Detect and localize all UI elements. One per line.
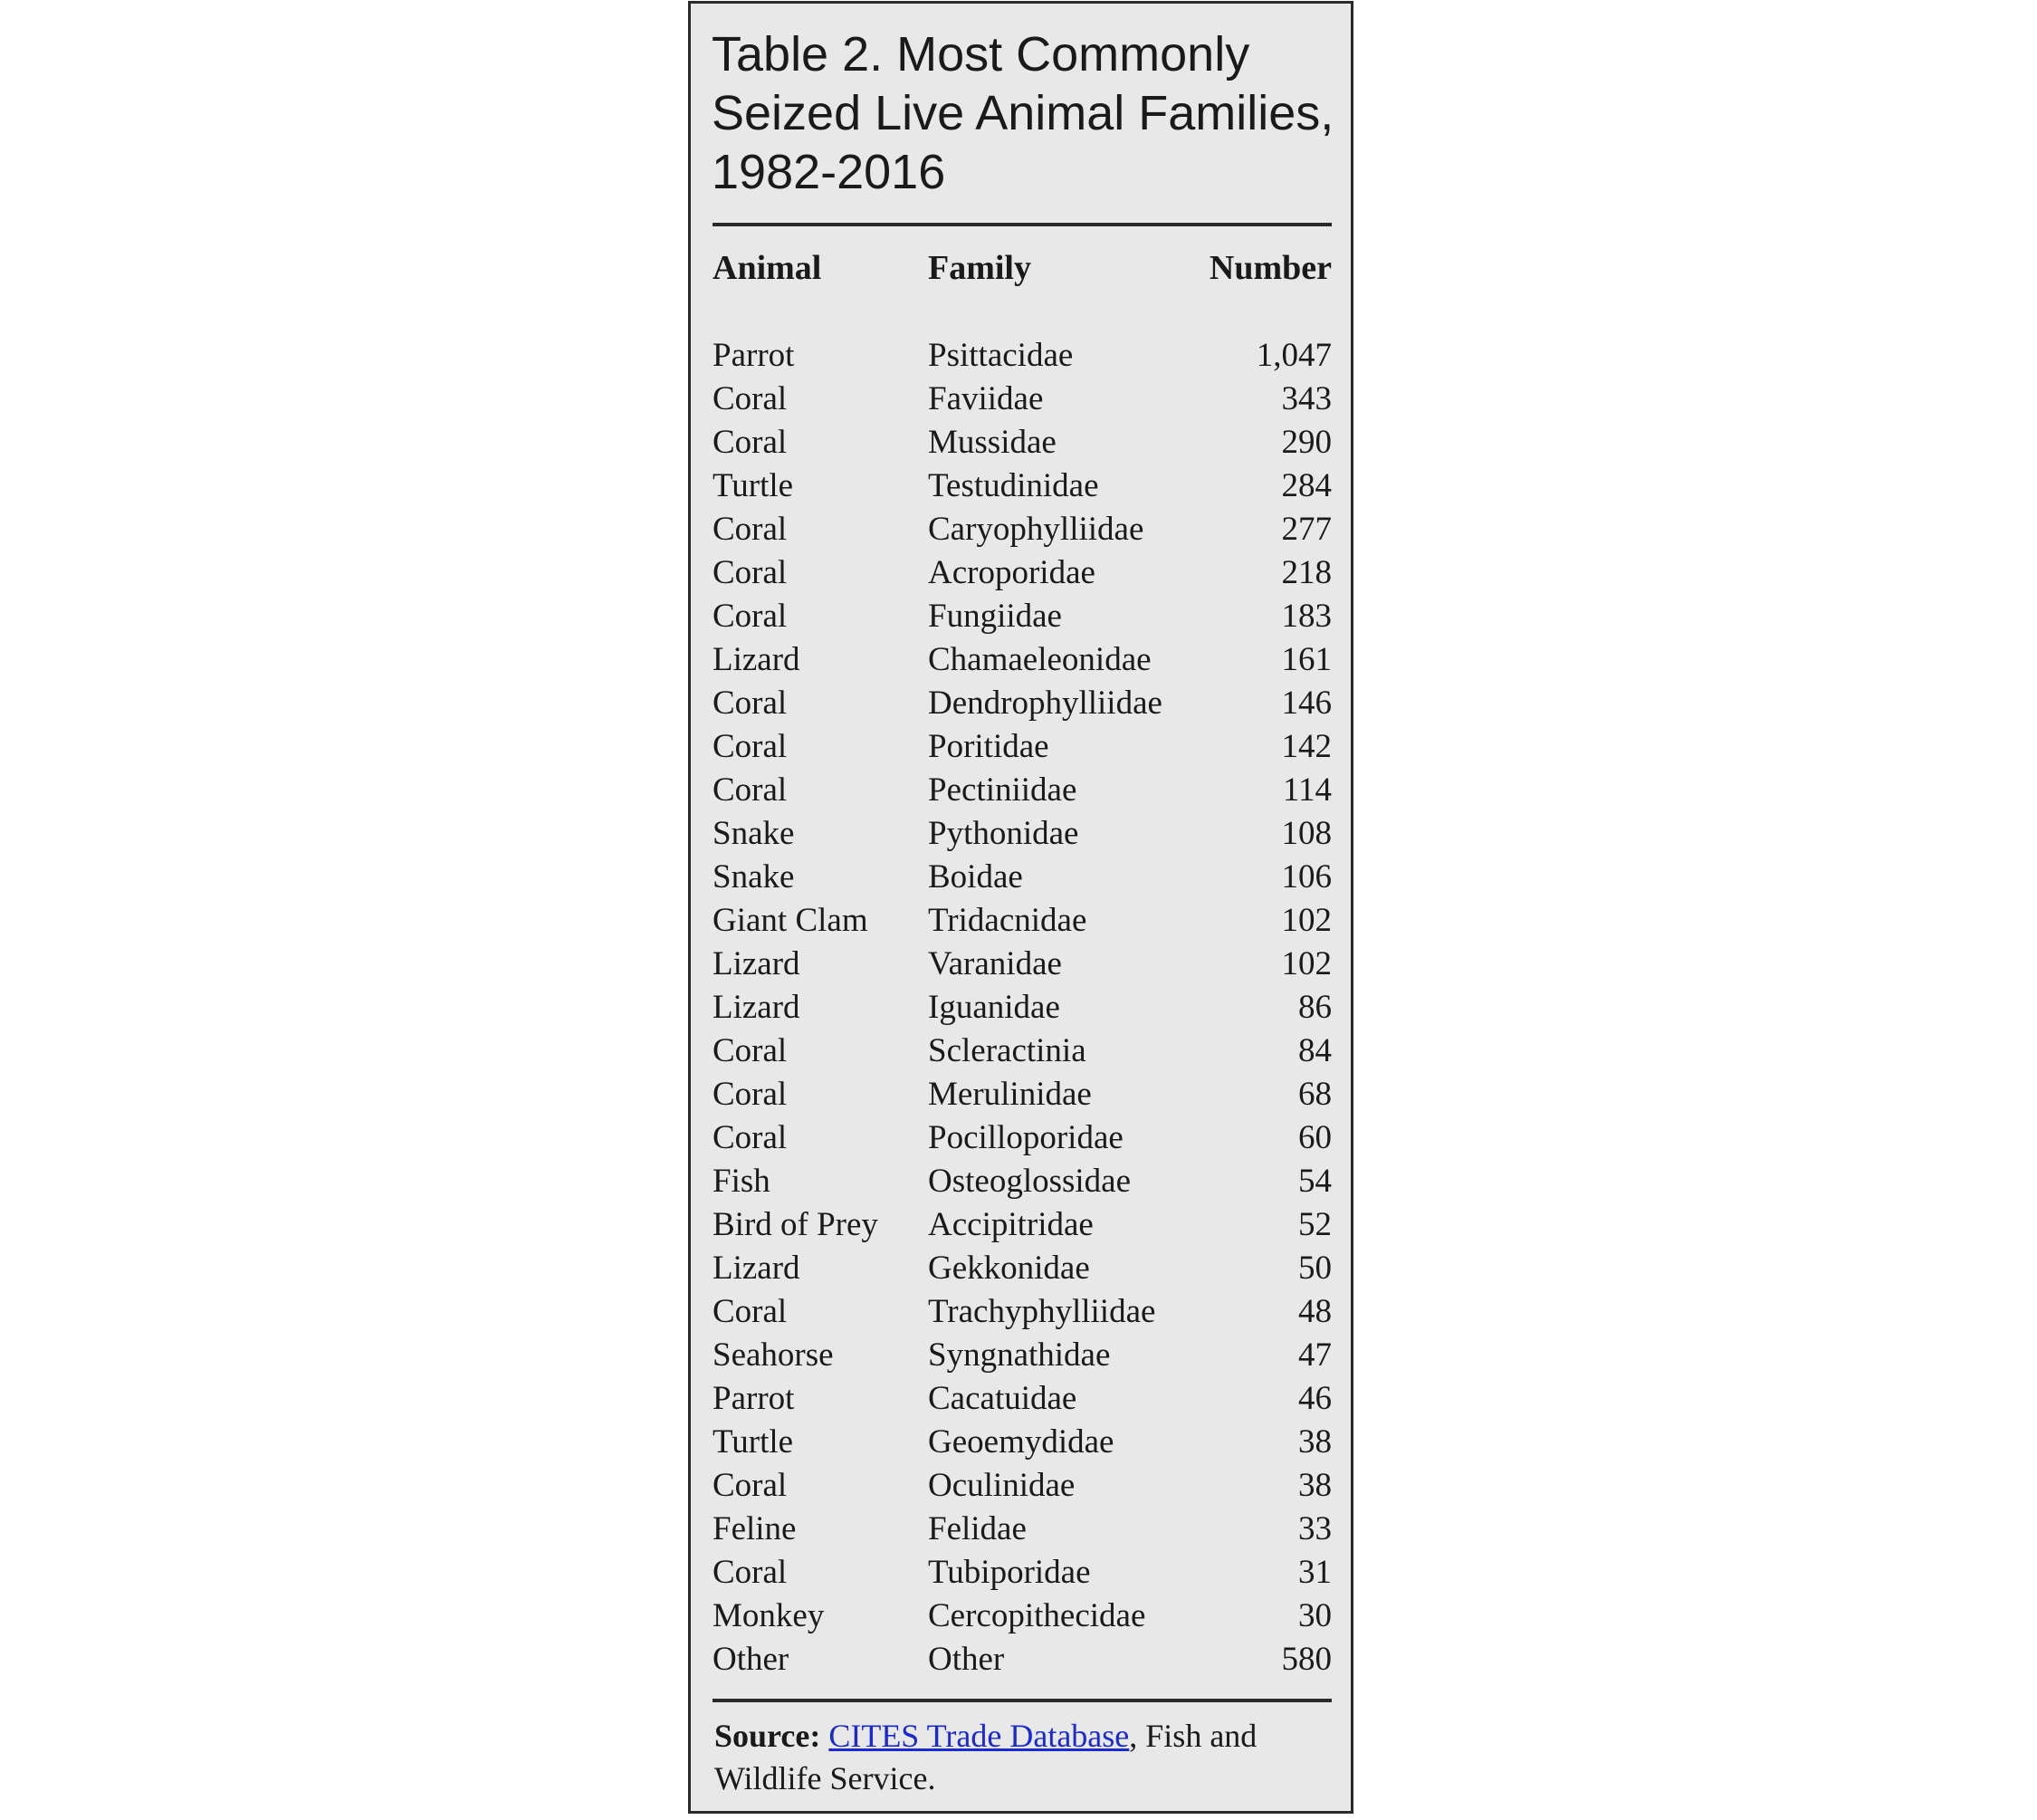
source-label: Source:: [714, 1718, 821, 1754]
cell-family: Varanidae: [928, 945, 1062, 982]
cell-animal: Lizard: [712, 989, 800, 1026]
cell-number: 108: [1281, 815, 1332, 852]
cell-animal: Coral: [712, 380, 788, 417]
table-row: [712, 595, 1332, 638]
cell-family: Faviidae: [928, 380, 1044, 417]
cell-family: Felidae: [928, 1510, 1027, 1547]
cell-family: Pocilloporidae: [928, 1119, 1124, 1156]
cell-animal: Snake: [712, 815, 795, 852]
title-divider: [712, 223, 1332, 226]
table-row: [712, 1160, 1332, 1203]
table-row: [712, 465, 1332, 508]
column-header-animal: Animal: [712, 249, 822, 287]
table-row: [712, 856, 1332, 899]
table-row: [712, 986, 1332, 1030]
cell-animal: Other: [712, 1641, 789, 1678]
cell-number: 146: [1281, 685, 1332, 722]
table-row: [712, 551, 1332, 595]
table-panel: [688, 1, 1353, 1814]
source-rest: , Fish and Wildlife Service.: [714, 1718, 1258, 1796]
cell-family: Gekkonidae: [928, 1250, 1090, 1287]
cell-animal: Coral: [712, 1293, 788, 1330]
cell-animal: Coral: [712, 424, 788, 461]
cell-animal: Snake: [712, 858, 795, 896]
cell-animal: Coral: [712, 1032, 788, 1069]
table-row: [712, 769, 1332, 812]
table-row: [712, 1334, 1332, 1377]
cell-animal: Monkey: [712, 1597, 825, 1634]
table-row: [712, 421, 1332, 465]
cell-number: 343: [1281, 380, 1332, 417]
cell-family: Poritidae: [928, 728, 1049, 765]
cell-animal: Parrot: [712, 337, 795, 374]
cell-animal: Coral: [712, 1467, 788, 1504]
cell-number: 183: [1281, 598, 1332, 635]
cell-number: 54: [1298, 1163, 1332, 1200]
table-row: [712, 1377, 1332, 1421]
table-row: [712, 1203, 1332, 1247]
cell-number: 218: [1281, 554, 1332, 591]
cell-number: 60: [1298, 1119, 1332, 1156]
cell-number: 284: [1281, 467, 1332, 504]
table-row: [712, 682, 1332, 725]
cell-number: 290: [1281, 424, 1332, 461]
cell-number: 33: [1298, 1510, 1332, 1547]
table-row: [712, 1464, 1332, 1508]
cell-animal: Giant Clam: [712, 902, 868, 939]
cell-family: Chamaeleonidae: [928, 641, 1152, 678]
cell-animal: Fish: [712, 1163, 770, 1200]
table-row: [712, 638, 1332, 682]
cell-family: Accipitridae: [928, 1206, 1094, 1243]
table-row: [712, 1247, 1332, 1290]
table-row: [712, 1595, 1332, 1638]
cell-number: 102: [1281, 902, 1332, 939]
table-title: Table 2. Most Commonly Seized Live Animal Families, 1982-2016: [712, 27, 1334, 199]
cell-animal: Lizard: [712, 945, 800, 982]
cell-family: Fungiidae: [928, 598, 1062, 635]
cell-family: Cacatuidae: [928, 1380, 1077, 1417]
cell-family: Oculinidae: [928, 1467, 1076, 1504]
cell-animal: Coral: [712, 1119, 788, 1156]
cell-family: Testudinidae: [928, 467, 1099, 504]
cell-number: 277: [1281, 511, 1332, 548]
cell-family: Tridacnidae: [928, 902, 1087, 939]
cell-number: 68: [1298, 1076, 1332, 1113]
cell-animal: Coral: [712, 771, 788, 809]
cell-number: 47: [1298, 1336, 1332, 1374]
table-row: [712, 508, 1332, 551]
cell-number: 48: [1298, 1293, 1332, 1330]
table-row: [712, 1030, 1332, 1073]
column-header-number: Number: [1209, 249, 1332, 287]
cell-animal: Turtle: [712, 1423, 794, 1461]
cell-number: 30: [1298, 1597, 1332, 1634]
table-row: [712, 943, 1332, 986]
cell-family: Other: [928, 1641, 1005, 1678]
cell-animal: Coral: [712, 598, 788, 635]
cell-number: 114: [1282, 771, 1332, 809]
column-header-family: Family: [928, 249, 1031, 287]
cell-number: 31: [1298, 1554, 1332, 1591]
table-row: [712, 725, 1332, 769]
cell-number: 102: [1281, 945, 1332, 982]
table-row: [712, 1073, 1332, 1116]
cell-number: 580: [1281, 1641, 1332, 1678]
cell-animal: Turtle: [712, 467, 794, 504]
cell-animal: Feline: [712, 1510, 797, 1547]
cell-family: Dendrophylliidae: [928, 685, 1162, 722]
table-row: [712, 378, 1332, 421]
table-row: [712, 899, 1332, 943]
cell-family: Osteoglossidae: [928, 1163, 1132, 1200]
cell-family: Iguanidae: [928, 989, 1060, 1026]
cell-family: Psittacidae: [928, 337, 1074, 374]
cell-animal: Seahorse: [712, 1336, 834, 1374]
cell-number: 38: [1298, 1467, 1332, 1504]
cell-family: Pythonidae: [928, 815, 1079, 852]
cell-number: 161: [1281, 641, 1332, 678]
cell-animal: Coral: [712, 728, 788, 765]
cell-family: Trachyphylliidae: [928, 1293, 1156, 1330]
cell-animal: Lizard: [712, 1250, 800, 1287]
table-row: [712, 1116, 1332, 1160]
cell-number: 52: [1298, 1206, 1332, 1243]
cell-family: Boidae: [928, 858, 1023, 896]
cell-number: 38: [1298, 1423, 1332, 1461]
cell-family: Pectiniidae: [928, 771, 1077, 809]
cell-number: 86: [1298, 989, 1332, 1026]
cell-family: Syngnathidae: [928, 1336, 1111, 1374]
table-row: [712, 334, 1332, 378]
table-body: [712, 334, 1332, 1681]
cell-animal: Coral: [712, 1076, 788, 1113]
table-row: [712, 1421, 1332, 1464]
cites-database-link[interactable]: CITES Trade Database: [828, 1718, 1130, 1754]
cell-number: 84: [1298, 1032, 1332, 1069]
cell-animal: Bird of Prey: [712, 1206, 878, 1243]
cell-family: Acroporidae: [928, 554, 1095, 591]
table-row: [712, 1290, 1332, 1334]
cell-animal: Parrot: [712, 1380, 795, 1417]
cell-number: 50: [1298, 1250, 1332, 1287]
cell-family: Tubiporidae: [928, 1554, 1091, 1591]
cell-animal: Lizard: [712, 641, 800, 678]
source-note: [714, 1715, 1334, 1800]
cell-family: Geoemydidae: [928, 1423, 1114, 1461]
cell-family: Cercopithecidae: [928, 1597, 1146, 1634]
cell-family: Scleractinia: [928, 1032, 1086, 1069]
table-row: [712, 812, 1332, 856]
cell-family: Merulinidae: [928, 1076, 1092, 1113]
cell-number: 142: [1281, 728, 1332, 765]
cell-family: Caryophylliidae: [928, 511, 1144, 548]
table-header-row: [712, 246, 1332, 290]
cell-number: 46: [1298, 1380, 1332, 1417]
cell-animal: Coral: [712, 554, 788, 591]
cell-number: 106: [1281, 858, 1332, 896]
cell-animal: Coral: [712, 511, 788, 548]
cell-family: Mussidae: [928, 424, 1057, 461]
cell-number: 1,047: [1256, 337, 1332, 374]
cell-animal: Coral: [712, 1554, 788, 1591]
table-row: [712, 1638, 1332, 1681]
cell-animal: Coral: [712, 685, 788, 722]
source-divider: [712, 1699, 1332, 1702]
table-row: [712, 1551, 1332, 1595]
table-row: [712, 1508, 1332, 1551]
